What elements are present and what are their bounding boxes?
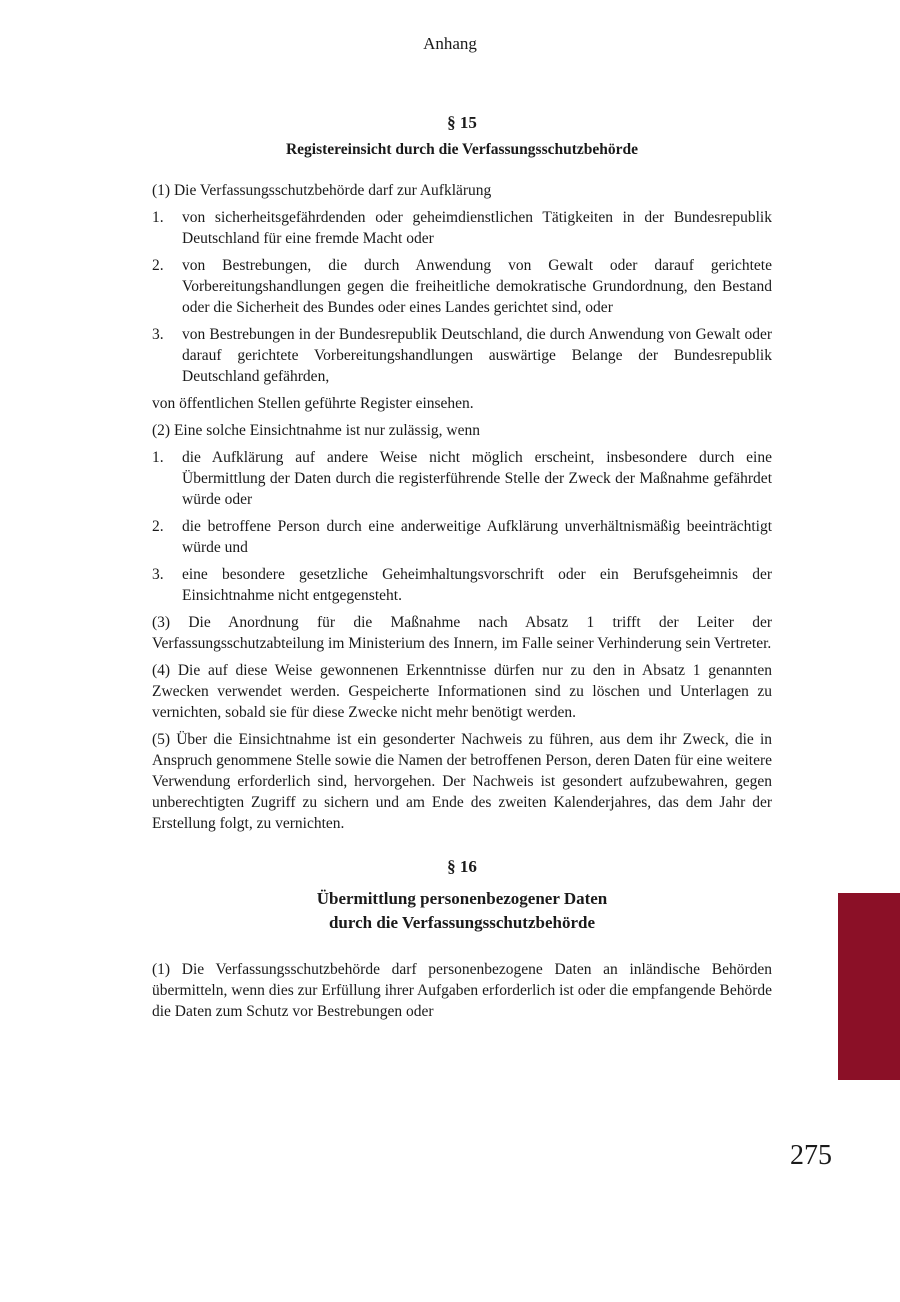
list-item-text: die Aufklärung auf andere Weise nicht möglich erscheint, insbesondere durch eine Übermittlung der Daten durch die registerführende Stelle der Zweck der Maßnahme gefährdet würde oder xyxy=(182,449,772,508)
list-item-number: 3. xyxy=(152,326,164,343)
list-item-number: 1. xyxy=(152,209,164,226)
section-15-para-2-list xyxy=(152,447,772,606)
list-item xyxy=(152,564,772,606)
section-15-para-2-intro: (2) Eine solche Einsichtnahme ist nur zulässig, wenn xyxy=(152,422,481,439)
running-head: Anhang xyxy=(423,34,477,53)
list-item-text: von sicherheitsgefährdenden oder geheimdienstlichen Tätigkeiten in der Bundesrepublik Deutschland für eine fremde Macht oder xyxy=(182,209,772,247)
section-15-para-1-closing: von öffentlichen Stellen geführte Register einsehen. xyxy=(152,395,474,412)
page-number: 275 xyxy=(790,1140,832,1171)
section-15-para-4: (4) Die auf diese Weise gewonnenen Erkenntnisse dürfen nur zu den in Absatz 1 genannten Zwecken verwendet werden. Gespeicherte Informationen sind zu löschen und Unterlagen zu vernichten, sobald sie für diese Zwecke nicht mehr benötigt werden. xyxy=(152,662,772,721)
list-item-text: von Bestrebungen in der Bundesrepublik Deutschland, die durch Anwendung von Gewalt oder darauf gerichtete Vorbereitungshandlungen auswärtige Belange der Bundesrepublik Deutschland gefährden, xyxy=(182,326,772,385)
list-item-text: die betroffene Person durch eine anderweitige Aufklärung unverhältnismäßig beeinträchtigt würde und xyxy=(182,518,772,556)
section-15-para-5: (5) Über die Einsichtnahme ist ein gesonderter Nachweis zu führen, aus dem ihr Zweck, die in Anspruch genommene Stelle sowie die Namen der betroffenen Person, deren Daten für eine weitere Verwendung erforderlich sind, hervorgehen. Der Nachweis ist gesondert aufzubewahren, gegen unberechtigten Zugriff zu sichern und am Ende des zweiten Kalenderjahres, das dem Jahr der Erstellung folgt, zu vernichten. xyxy=(152,731,772,832)
list-item-number: 3. xyxy=(152,566,164,583)
page-body xyxy=(152,112,772,1028)
section-15-number: § 15 xyxy=(447,113,477,132)
section-15-title: Registereinsicht durch die Verfassungsschutzbehörde xyxy=(285,141,639,158)
section-16-title xyxy=(152,887,772,935)
list-item-text: von Bestrebungen, die durch Anwendung von Gewalt oder darauf gerichtete Vorbereitungshandlungen gegen die freiheitliche demokratische Grundordnung, den Bestand oder die Sicherheit des Bundes oder eines Landes gerichtet sind, oder xyxy=(182,257,772,316)
section-15-para-3: (3) Die Anordnung für die Maßnahme nach Absatz 1 trifft der Leiter der Verfassungsschutzabteilung im Ministerium des Innern, im Falle seiner Verhinderung sein Vertreter. xyxy=(152,614,772,652)
section-16-title-line-2: durch die Verfassungsschutzbehörde xyxy=(328,913,596,932)
list-item-number: 2. xyxy=(152,518,164,535)
list-item-number: 1. xyxy=(152,449,164,466)
list-item xyxy=(152,447,772,510)
list-item xyxy=(152,255,772,318)
list-item-text: eine besondere gesetzliche Geheimhaltungsvorschrift oder ein Berufsgeheimnis der Einsichtnahme nicht entgegensteht. xyxy=(182,566,772,604)
list-item xyxy=(152,324,772,387)
list-item xyxy=(152,207,772,249)
section-15-para-1-list xyxy=(152,207,772,387)
section-15 xyxy=(152,112,772,834)
section-16-title-line-1: Übermittlung personenbezogener Daten xyxy=(316,889,608,908)
list-item xyxy=(152,516,772,558)
chapter-thumb-tab xyxy=(838,893,900,1080)
section-16 xyxy=(152,856,772,1022)
section-15-para-1-intro: (1) Die Verfassungsschutzbehörde darf zur Aufklärung xyxy=(152,182,492,199)
section-16-para-1: (1) Die Verfassungsschutzbehörde darf personenbezogene Daten an inländische Behörden übermitteln, wenn dies zur Erfüllung ihrer Aufgaben erforderlich ist oder die empfangende Behörde die Daten zum Schutz vor Bestrebungen oder xyxy=(152,961,772,1020)
section-16-number: § 16 xyxy=(447,857,477,876)
list-item-number: 2. xyxy=(152,257,164,274)
